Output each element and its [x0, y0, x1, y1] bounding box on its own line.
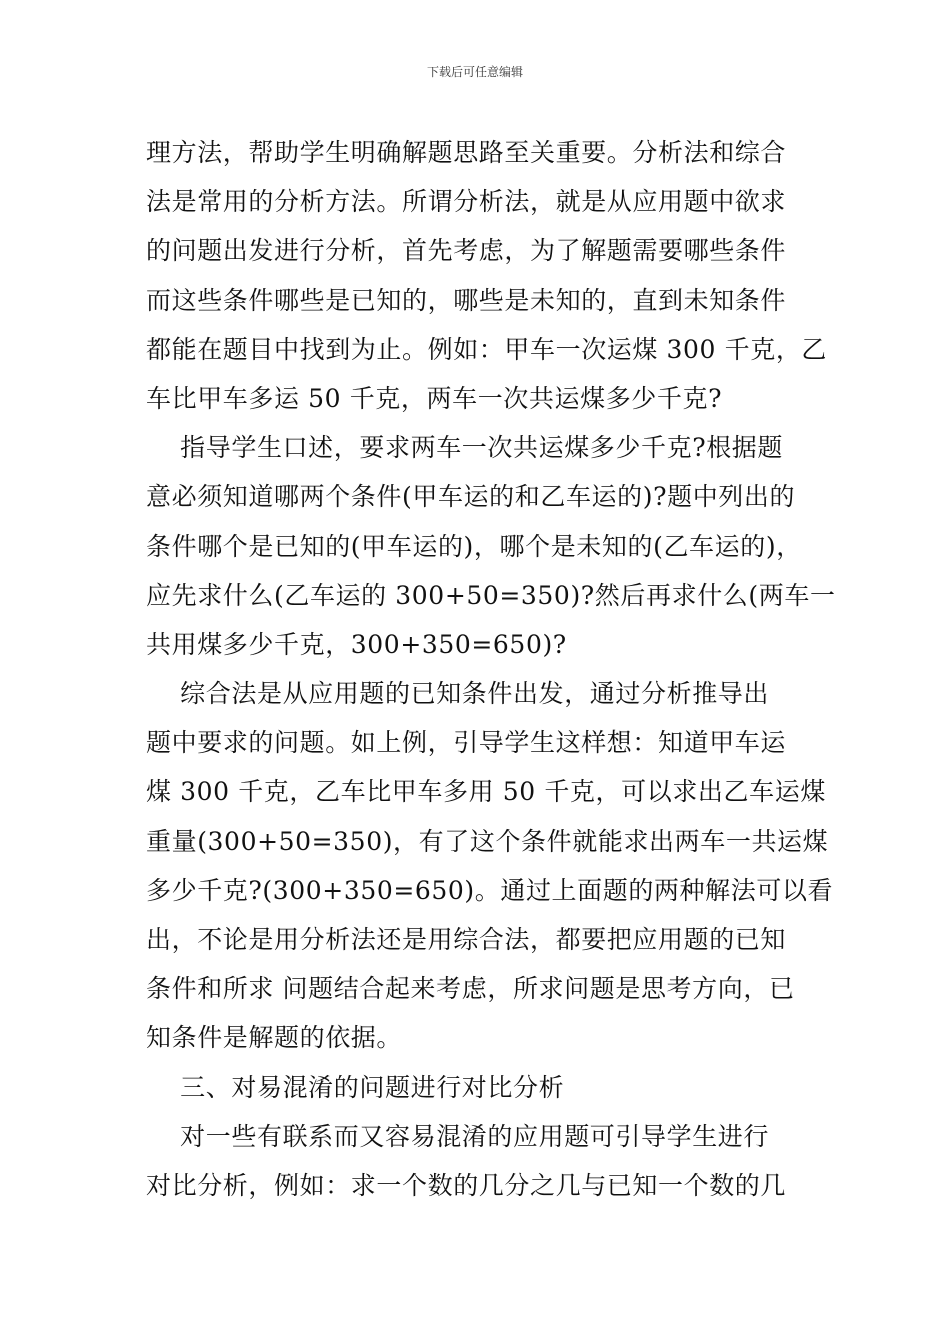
text-line: 综合法是从应用题的已知条件出发，通过分析推导出 [146, 679, 769, 709]
text-line: 多少千克?(300+350=650)。通过上面题的两种解法可以看 [146, 875, 834, 905]
text-line: 而这些条件哪些是已知的，哪些是未知的，直到未知条件 [146, 285, 787, 315]
section-heading: 三、对易混淆的问题进行对比分析 [146, 1072, 565, 1102]
text-line: 条件哪个是已知的(甲车运的)，哪个是未知的(乙车运的)， [146, 531, 802, 561]
text-line: 共用煤多少千克，300+350=650)? [146, 629, 567, 659]
text-line: 指导学生口述，要求两车一次共运煤多少千克?根据题 [146, 433, 783, 463]
page-header: 下载后可任意编辑 [426, 65, 523, 79]
document-body [146, 128, 836, 1210]
text-line: 理方法，帮助学生明确解题思路至关重要。分析法和综合 [146, 138, 787, 167]
text-line: 应先求什么(乙车运的 300+50=350)?然后再求什么(两车一 [146, 580, 836, 610]
text-line: 出，不论是用分析法还是用综合法，都要把应用题的已知 [146, 925, 787, 954]
text-line: 题中要求的问题。如上例，引导学生这样想：知道甲车运 [146, 728, 787, 758]
text-line: 意必须知道哪两个条件(甲车运的和乙车运的)?题中列出的 [146, 482, 796, 512]
text-line: 煤 300 千克，乙车比甲车多用 50 千克，可以求出乙车运煤 [146, 777, 826, 807]
text-line: 法是常用的分析方法。所谓分析法，就是从应用题中欲求 [146, 187, 787, 217]
text-line: 条件和所求 问题结合起来考虑，所求问题是思考方向，已 [146, 974, 795, 1004]
text-line: 重量(300+50=350)，有了这个条件就能求出两车一共运煤 [146, 826, 829, 856]
text-line: 车比甲车多运 50 千克，两车一次共运煤多少千克? [146, 383, 723, 413]
text-line: 都能在题目中找到为止。例如：甲车一次运煤 300 千克，乙 [146, 334, 828, 364]
text-line: 知条件是解题的依据。 [146, 1023, 403, 1053]
text-line: 对比分析，例如：求一个数的几分之几与已知一个数的几 [146, 1170, 787, 1200]
text-line: 对一些有联系而又容易混淆的应用题可引导学生进行 [146, 1121, 769, 1151]
text-line: 的问题出发进行分析，首先考虑，为了解题需要哪些条件 [146, 236, 787, 266]
